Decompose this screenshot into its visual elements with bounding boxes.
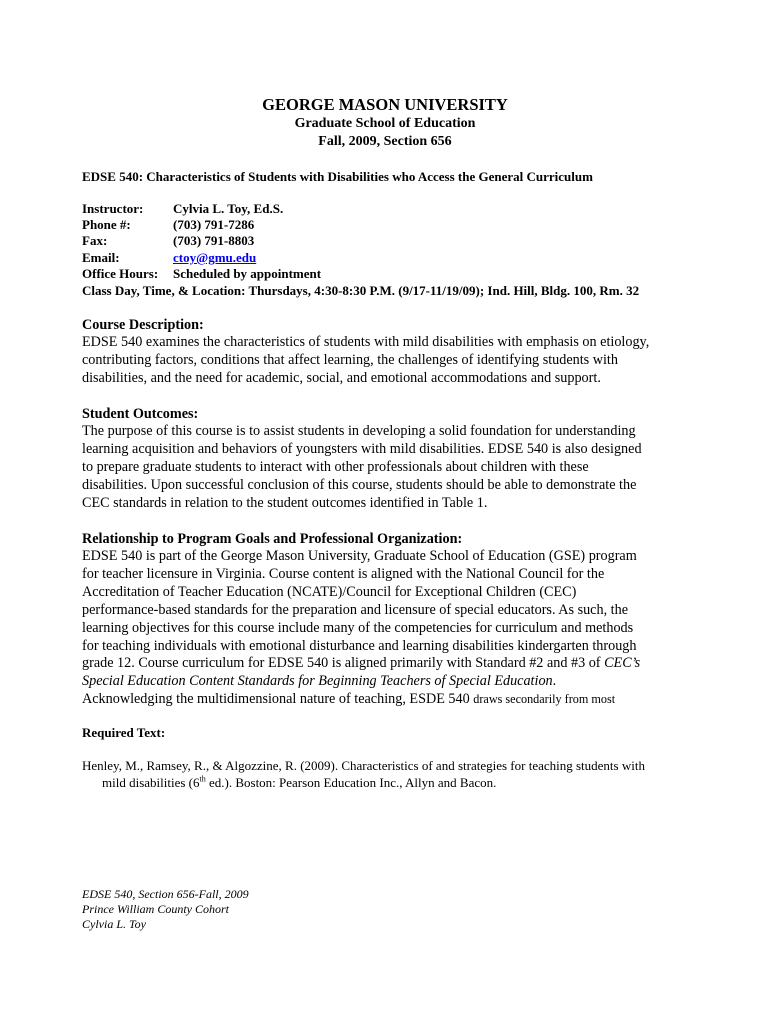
italic-fragment: Special Education Content Standards for Beginning Teachers of Special Education xyxy=(82,673,553,690)
instructor-label: Instructor: xyxy=(82,201,144,216)
email-link[interactable]: ctoy@gmu.edu xyxy=(173,250,257,265)
text-fragment-small: draws secondarily from most xyxy=(473,692,616,707)
text-fragment: Acknowledging the multidimensional nature of teaching, ESDE 540 xyxy=(82,691,474,708)
fax-label: Fax: xyxy=(82,233,108,248)
citation-line-1: Henley, M., Ramsey, R., & Algozzine, R. (2009). Characteristics of and strategies for teaching students with xyxy=(82,758,645,773)
citation-line-2 xyxy=(102,775,496,791)
university-title: GEORGE MASON UNIVERSITY xyxy=(262,95,508,114)
course-title: EDSE 540: Characteristics of Students with Disabilities who Access the General Curriculum xyxy=(82,169,593,184)
course-description-heading: Course Description: xyxy=(82,317,204,333)
text-line: EDSE 540 is part of the George Mason University, Graduate School of Education (GSE) program xyxy=(82,548,637,564)
text-line: EDSE 540 examines the characteristics of students with mild disabilities with emphasis on etiology, xyxy=(82,334,650,350)
text-line xyxy=(82,655,702,673)
instructor-value: Cylvia L. Toy, Ed.S. xyxy=(173,201,284,216)
text-line: The purpose of this course is to assist students in developing a solid foundation for understanding xyxy=(82,423,636,439)
italic-fragment: CEC’s xyxy=(604,655,641,672)
text-fragment: grade 12. Course curriculum for EDSE 540 is aligned primarily with Standard #2 and #3 of xyxy=(82,655,605,672)
course-description-body xyxy=(82,334,702,388)
text-line: contributing factors, conditions that affect learning, the challenges of identifying students with xyxy=(82,351,618,368)
office-hours-label: Office Hours: xyxy=(82,266,159,281)
term-section: Fall, 2009, Section 656 xyxy=(318,134,452,149)
footer-line: Prince William County Cohort xyxy=(82,902,229,916)
text-line: performance-based standards for the preparation and licensure of special educators. As such, the xyxy=(82,601,629,618)
text-line: disabilities. Upon successful conclusion of this course, students should be able to demonstrate the xyxy=(82,476,637,493)
office-hours-value: Scheduled by appointment xyxy=(173,266,322,281)
text-fragment: . xyxy=(552,673,557,690)
text-line xyxy=(82,673,702,691)
class-schedule-line: Class Day, Time, & Location: Thursdays, 4:30-8:30 P.M. (9/17-11/19/09); Ind. Hill, Bldg. 100, Rm. 32 xyxy=(82,283,640,298)
phone-label: Phone #: xyxy=(82,217,131,232)
text-line: learning objectives for this course include many of the competencies for curriculum and methods xyxy=(82,619,634,636)
required-text-heading: Required Text: xyxy=(82,725,166,740)
text-line: for teacher licensure in Virginia. Course content is aligned with the National Council for the xyxy=(82,565,605,582)
school-name: Graduate School of Education xyxy=(294,116,476,131)
student-outcomes-body xyxy=(82,423,702,513)
text-line: disabilities, and the need for academic, social, and emotional accommodations and support. xyxy=(82,369,601,386)
text-line: CEC standards in relation to the student outcomes identified in Table 1. xyxy=(82,494,488,511)
text-fragment: mild disabilities (6 xyxy=(102,775,200,790)
footer xyxy=(82,887,249,932)
superscript: th xyxy=(199,774,206,784)
student-outcomes-heading: Student Outcomes: xyxy=(82,406,199,422)
text-line: to prepare graduate students to interact with other professionals about children with these xyxy=(82,458,589,475)
footer-line: Cylvia L. Toy xyxy=(82,917,146,931)
program-goals-heading: Relationship to Program Goals and Professional Organization: xyxy=(82,531,463,547)
fax-value: (703) 791-8803 xyxy=(173,233,255,248)
text-fragment: ed.). Boston: Pearson Education Inc., Allyn and Bacon. xyxy=(205,775,497,790)
text-line: learning acquisition and behaviors of youngsters with mild disabilities. EDSE 540 is also designed xyxy=(82,440,642,457)
program-goals-body xyxy=(82,548,702,709)
email-label: Email: xyxy=(82,250,120,265)
text-line: for teaching individuals with emotional disturbance and learning disabilities kindergarten through xyxy=(82,637,637,654)
text-line xyxy=(82,691,702,709)
text-line: Accreditation of Teacher Education (NCATE)/Council for Exceptional Children (CEC) xyxy=(82,583,577,600)
footer-line: EDSE 540, Section 656-Fall, 2009 xyxy=(82,887,249,901)
phone-value: (703) 791-7286 xyxy=(173,217,255,232)
